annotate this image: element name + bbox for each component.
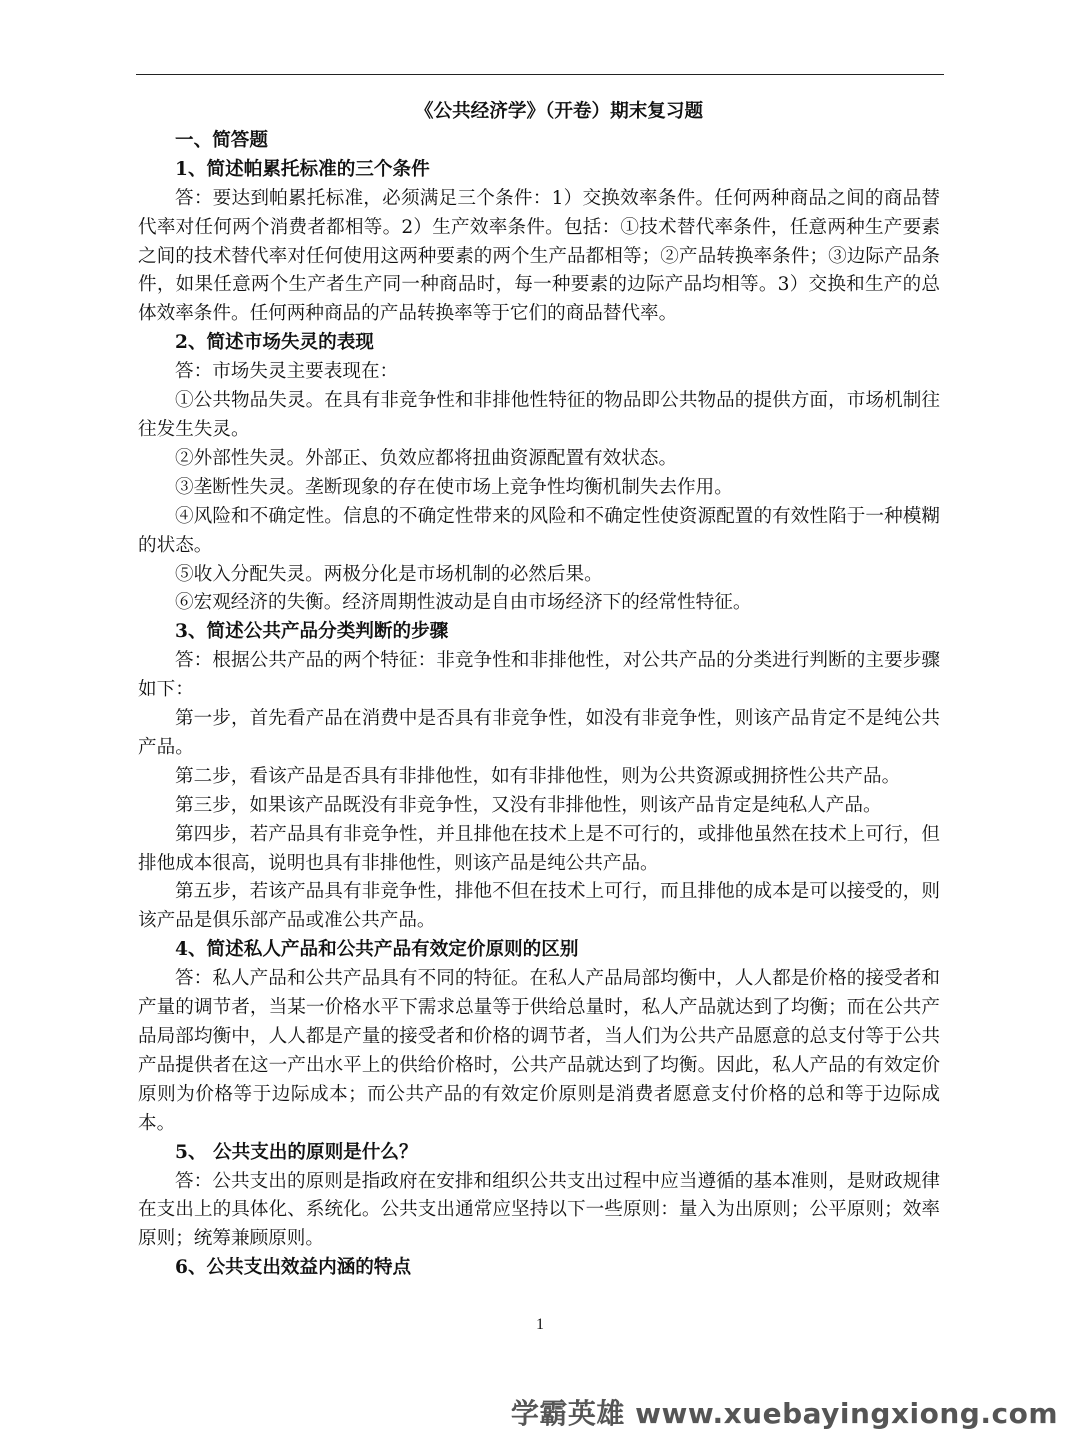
question-heading-1: 1、简述帕累托标准的三个条件 [175,158,430,180]
answer-paragraph: 答：市场失灵主要表现在： [175,361,399,383]
answer-paragraph: 答：私人产品和公共产品具有不同的特征。在私人产品局部均衡中，人人都是价格的接受者和产量的调节者，当某一价格水平下需求总量等于供给总量时，私人产品就达到了均衡；而在公共产品局部均衡中，人人都是产量的接受者和价格的调节者，当人们为公共产品愿意的总支付等于公共产品提供者在这一产出水平上的供给价格时，公共产品就达到了均衡。因此，私人产品的有效定价原则为价格等于边际成本；而公共产品的有效定价原则是消费者愿意支付价格的总和等于边际成本。 [138,968,940,1134]
question-heading-6: 6、公共支出效益内涵的特点 [175,1257,412,1279]
step-paragraph: 第三步，如果该产品既没有非竞争性，又没有非排他性，则该产品肯定是纯私人产品。 [175,794,882,816]
list-item: ②外部性失灵。外部正、负效应都将扭曲资源配置有效状态。 [175,447,678,469]
document-title: 《公共经济学》（开卷）期末复习题 [414,101,704,122]
answer-paragraph: 答：要达到帕累托标准，必须满足三个条件：1）交换效率条件。任何两种商品之间的商品替代率对任何两个消费者都相等。2）生产效率条件。包括：①技术替代率条件，任意两种生产要素之间的技术替代率对任何使用这两种要素的两个生产品都相等；②产品转换率条件；③边际产品条件，如果任意两个生产者生产同一种商品时，每一种要素的边际产品均相等。3）交换和生产的总体效率条件。任何两种商品的产品转换率等于它们的商品替代率。 [138,187,940,325]
answer-paragraph: 答：公共支出的原则是指政府在安排和组织公共支出过程中应当遵循的基本准则，是财政规律在支出上的具体化、系统化。公共支出通常应坚持以下一些原则：量入为出原则；公平原则；效率原则；统筹兼顾原则。 [138,1170,940,1250]
step-paragraph: 第四步，若产品具有非竞争性，并且排他在技术上是不可行的，或排他虽然在技术上可行，但排他成本很高，说明也具有非排他性，则该产品是纯公共产品。 [138,823,940,874]
question-heading-4: 4、简述私人产品和公共产品有效定价原则的区别 [175,939,579,961]
page-number: 1 [536,1316,544,1333]
step-paragraph: 第二步，看该产品是否具有非排他性，如有非排他性，则为公共资源或拥挤性公共产品。 [175,765,901,787]
step-paragraph: 第五步，若该产品具有非竞争性，排他不但在技术上可行，而且排他的成本是可以接受的，则该产品是俱乐部产品或准公共产品。 [138,881,940,932]
list-item: ⑤收入分配失灵。两极分化是市场机制的必然后果。 [175,563,603,585]
list-item: ④风险和不确定性。信息的不确定性带来的风险和不确定性使资源配置的有效性陷于一种模糊的状态。 [138,505,940,556]
question-heading-5: 5、 公共支出的原则是什么？ [175,1141,418,1163]
list-item: ①公共物品失灵。在具有非竞争性和非排他性特征的物品即公共物品的提供方面，市场机制往往发生失灵。 [138,390,940,440]
question-heading-2: 2、简述市场失灵的表现 [175,332,374,354]
document-body [138,98,940,1283]
section-heading: 一、简答题 [175,129,268,151]
list-item: ⑥宏观经济的失衡。经济周期性波动是自由市场经济下的经常性特征。 [175,592,752,614]
watermark-text: 学霸英雄 www.xuebayingxiong.com [510,1397,1058,1430]
step-paragraph: 第一步，首先看产品在消费中是否具有非竞争性，如没有非竞争性，则该产品肯定不是纯公共产品。 [138,708,940,758]
answer-paragraph: 答：根据公共产品的两个特征：非竞争性和非排他性，对公共产品的分类进行判断的主要步骤如下： [138,650,940,701]
question-heading-3: 3、简述公共产品分类判断的步骤 [175,621,449,643]
header-rule [136,74,944,75]
list-item: ③垄断性失灵。垄断现象的存在使市场上竞争性均衡机制失去作用。 [175,476,733,498]
